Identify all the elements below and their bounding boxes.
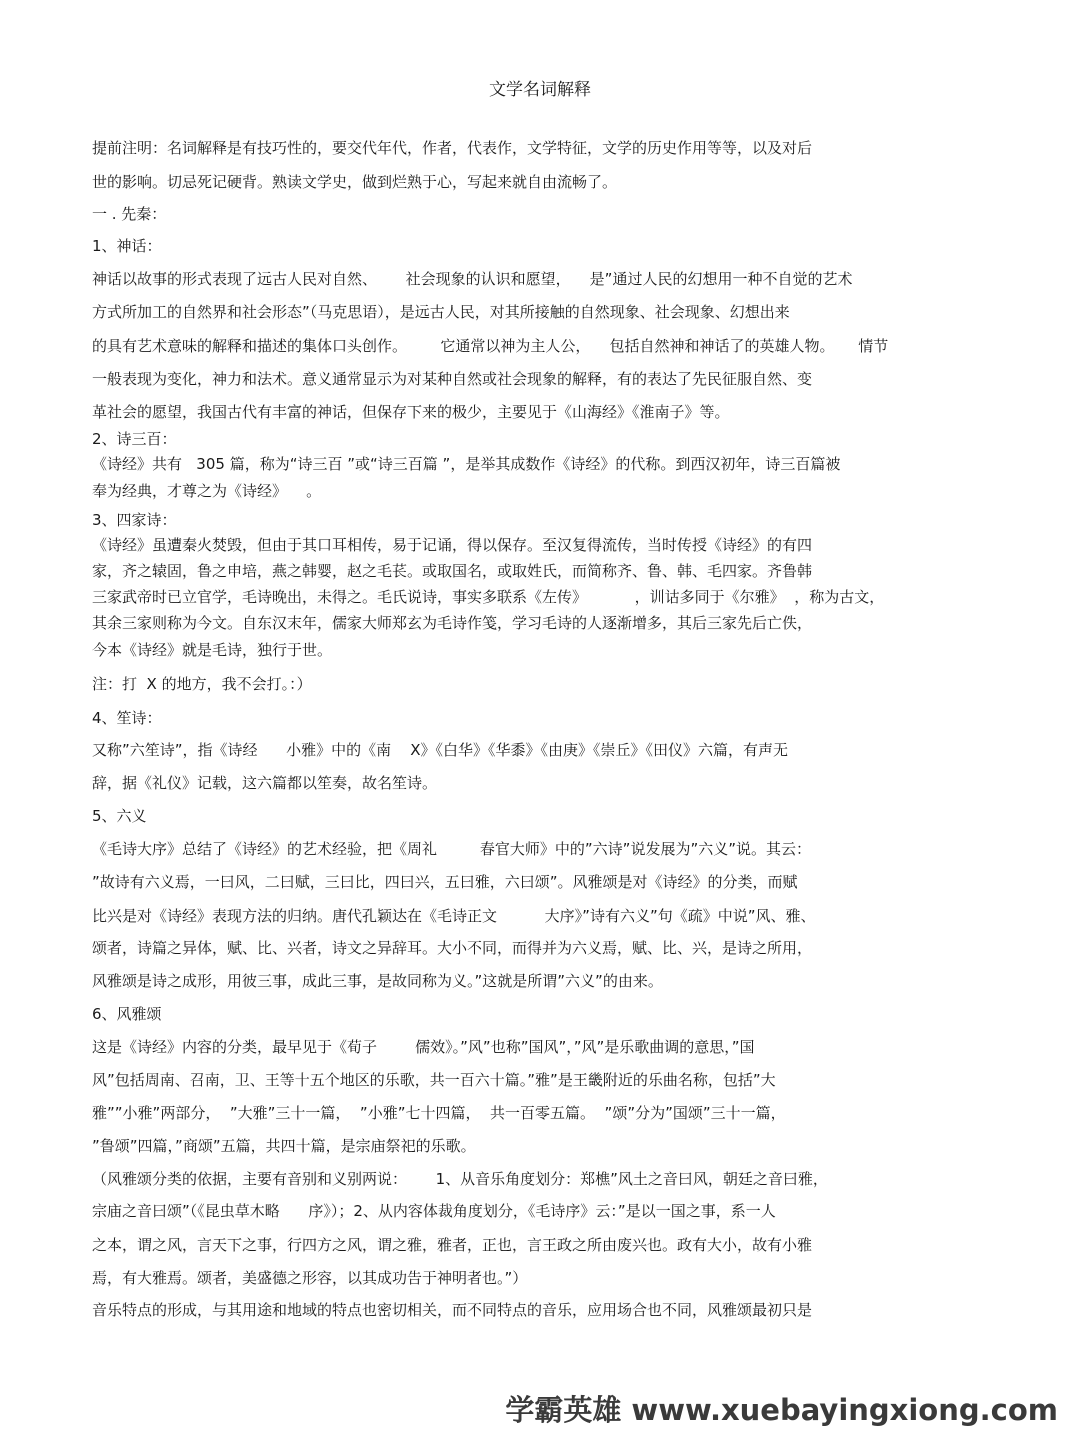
text-line: 一般表现为变化，神力和法术。意义通常显示为对某种自然或社会现象的解释，有的表达了先民征服自然、变 [92,370,813,388]
section-heading: 3、四家诗： [92,511,177,529]
text-line: 比兴是对《诗经》表现方法的归纳。唐代孔颖达在《毛诗正文 大序》”诗有六义”句《疏》中说”风、雅、 [92,907,816,925]
text-line: 颂者，诗篇之异体，赋、比、兴者，诗文之异辞耳。大小不同，而得并为六义焉，赋、比、兴，是诗之所用， [92,939,813,957]
text-line: 又称”六笙诗”，指《诗经 小雅》中的《南 X》《白华》《华黍》《由庚》《崇丘》《田仪》六篇，有声无 [92,741,789,759]
text-line: 这是《诗经》内容的分类，最早见于《荀子 儒效》。”风”也称”国风”，”风”是乐歌曲调的意思，”国 [92,1038,755,1056]
text-line: 宗庙之音曰颂”（《昆虫草木略 序》）；2、从内容体裁角度划分，《毛诗序》云：”是以一国之事，系一人 [92,1202,776,1220]
section-heading: 2、诗三百： [92,430,177,448]
text-line: 革社会的愿望，我国古代有丰富的神话，但保存下来的极少，主要见于《山海经》《淮南子》等。 [92,403,730,421]
watermark: 学霸英雄 www.xuebayingxiong.com [505,1393,1058,1427]
text-line: （风雅颂分类的依据，主要有音别和义别两说： 1、从音乐角度划分：郑樵”风土之音曰风，朝廷之音曰雅， [92,1170,828,1188]
section-heading: 4、笙诗： [92,709,162,727]
section-heading: 6、风雅颂 [92,1005,162,1023]
text-line: 《诗经》虽遭秦火焚毁，但由于其口耳相传，易于记诵，得以保存。至汉复得流传，当时传授《诗经》的有四 [92,536,813,554]
text-line: ”鲁颂”四篇，”商颂”五篇，共四十篇，是宗庙祭祀的乐歌。 [92,1137,476,1155]
section-heading: 1、神话： [92,237,162,255]
text-line: 今本《诗经》就是毛诗，独行于世。 [92,641,333,659]
text-line: 家，齐之辕固，鲁之申培，燕之韩婴，赵之毛苌。或取国名，或取姓氏，而简称齐、鲁、韩、毛四家。齐鲁韩 [92,562,813,580]
text-line: 之本，谓之风，言天下之事，行四方之风，谓之雅，雅者，正也，言王政之所由废兴也。政有大小，故有小雅 [92,1236,813,1254]
text-line: 《诗经》共有 305 篇，称为“诗三百 ”或“诗三百篇 ”，是举其成数作《诗经》的代称。到西汉初年，诗三百篇被 [92,455,841,473]
text-line: 辞，据《礼仪》记载，这六篇都以笙奏，故名笙诗。 [92,774,438,792]
section-heading: 5、六义 [92,807,147,825]
text-line: 方式所加工的自然界和社会形态”（马克思语），是远古人民，对其所接触的自然现象、社会现象、幻想出来 [92,303,790,321]
text-line: 奉为经典，才尊之为《诗经》 。 [92,482,322,500]
text-line: 雅””小雅”两部分， ”大雅”三十一篇， ”小雅”七十四篇， 共一百零五篇。 ”颂”分为”国颂”三十一篇， [92,1104,786,1122]
text-line: 提前注明：名词解释是有技巧性的，要交代年代，作者，代表作，文学特征，文学的历史作用等等，以及对后 [92,139,813,157]
page-title: 文学名词解释 [489,80,591,100]
text-line: 音乐特点的形成，与其用途和地域的特点也密切相关，而不同特点的音乐，应用场合也不同，风雅颂最初只是 [92,1301,813,1319]
text-line: 三家武帝时已立官学，毛诗晚出，未得之。毛氏说诗，事实多联系《左传》 ，训诂多同于《尔雅》 ，称为古文， [92,588,885,606]
text-line: 风雅颂是诗之成形，用彼三事，成此三事，是故同称为义。”这就是所谓”六义”的由来。 [92,972,663,990]
text-line: 其余三家则称为今文。自东汉末年，儒家大师郑玄为毛诗作笺，学习毛诗的人逐渐增多，其后三家先后亡佚， [92,614,813,632]
text-line: 神话以故事的形式表现了远古人民对自然、 社会现象的认识和愿望， 是”通过人民的幻想用一种不自觉的艺术 [92,270,853,288]
text-line: 《毛诗大序》总结了《诗经》的艺术经验，把《周礼 春官大师》中的”六诗”说发展为”六义”说。其云： [92,840,812,858]
text-line: 的具有艺术意味的解释和描述的集体口头创作。 它通常以神为主人公， 包括自然神和神话了的英雄人物。 情节 [92,337,889,355]
text-line: ”故诗有六义焉，一曰风，二曰赋，三曰比，四曰兴，五曰雅，六曰颂”。风雅颂是对《诗经》的分类，而赋 [92,873,798,891]
note-line: 注：打 X 的地方，我不会打。：） [92,675,312,693]
text-line: 一 . 先秦： [92,205,167,223]
text-line: 焉，有大雅焉。颂者，美盛德之形容，以其成功告于神明者也。”） [92,1269,528,1287]
text-line: 世的影响。切忌死记硬背。熟读文学史，做到烂熟于心，写起来就自由流畅了。 [92,173,618,191]
text-line: 风”包括周南、召南，卫、王等十五个地区的乐歌，共一百六十篇。”雅”是王畿附近的乐曲名称，包括”大 [92,1071,776,1089]
